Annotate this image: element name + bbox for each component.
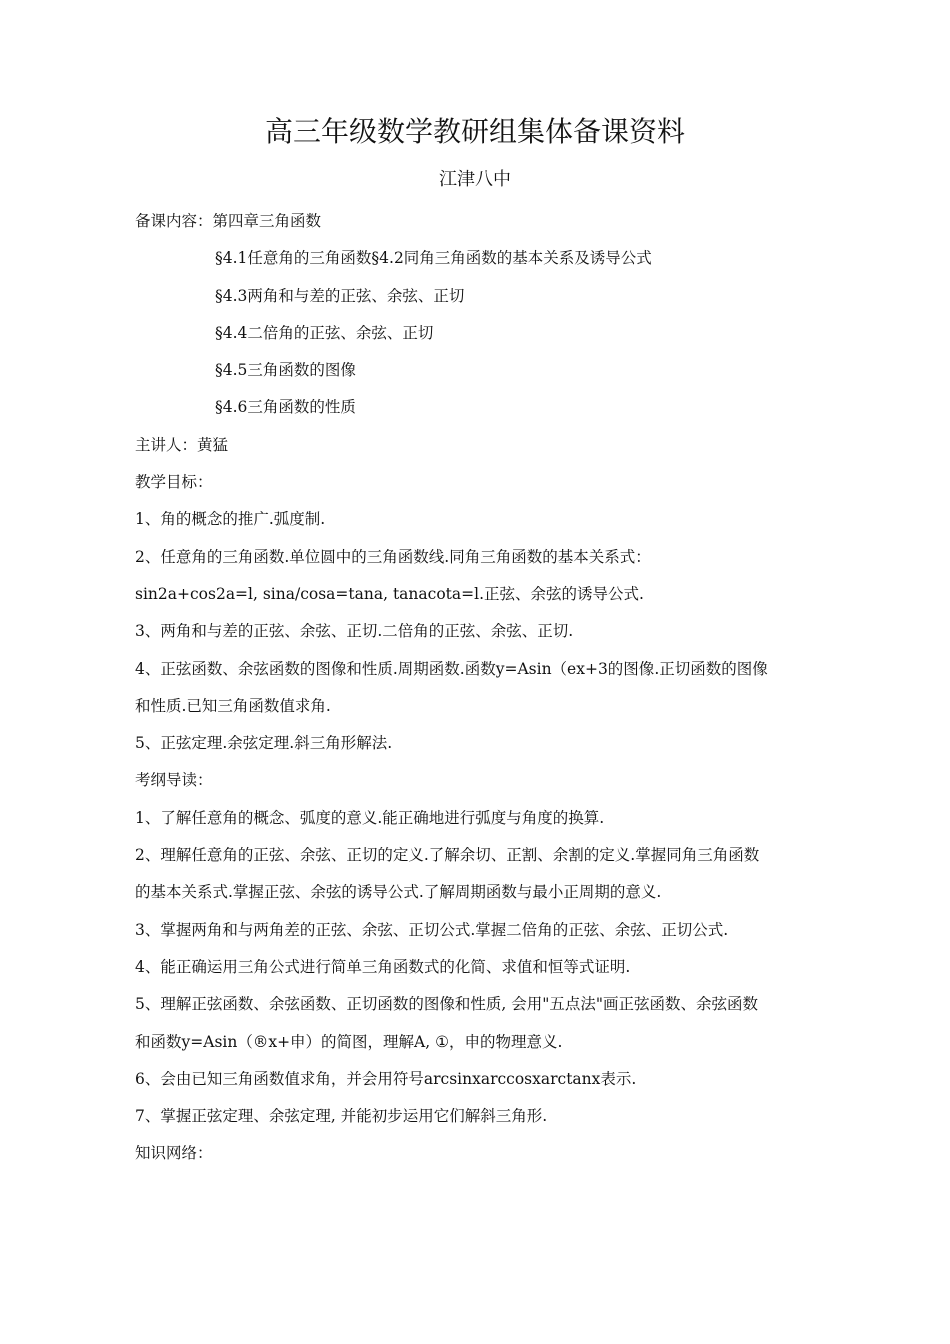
section-item: §4.1任意角的三角函数§4.2同角三角函数的基本关系及诱导公式 <box>215 249 652 268</box>
paragraph-line: 5、正弦定理.余弦定理.斜三角形解法. <box>135 734 393 753</box>
paragraph-line: 4、能正确运用三角公式进行简单三角函数式的化简、求值和恒等式证明. <box>135 957 631 976</box>
paragraph-line: 3、两角和与差的正弦、余弦、正切.二倍角的正弦、余弦、正切. <box>135 622 574 641</box>
lecturer-line: 主讲人：黄猛 <box>135 435 229 454</box>
paragraph-line: 和性质.已知三角函数值求角. <box>135 696 331 715</box>
heading-knowledge-network: 知识网络： <box>135 1144 213 1163</box>
section-label-content: 备课内容：第四章三角函数 <box>135 212 322 230</box>
paragraph-line: 2、任意角的三角函数.单位圆中的三角函数线.同角三角函数的基本关系式： <box>135 547 651 566</box>
paragraph-line: 5、理解正弦函数、余弦函数、正切函数的图像和性质, 会用"五点法"画正弦函数、余弦函数 <box>135 995 758 1014</box>
paragraph-line: 3、掌握两角和与两角差的正弦、余弦、正切公式.掌握二倍角的正弦、余弦、正切公式. <box>135 920 729 939</box>
paragraph-line: 1、角的概念的推广.弧度制. <box>135 510 326 529</box>
paragraph-line: 4、正弦函数、余弦函数的图像和性质.周期函数.函数y=Asin（ex+3的图像.正切函数的图像 <box>135 659 768 678</box>
paragraph-line: 7、掌握正弦定理、余弦定理, 并能初步运用它们解斜三角形. <box>135 1107 548 1126</box>
section-item: §4.3两角和与差的正弦、余弦、正切 <box>215 286 465 305</box>
section-item: §4.4二倍角的正弦、余弦、正切 <box>215 323 434 342</box>
paragraph-line: 2、理解任意角的正弦、余弦、正切的定义.了解余切、正割、余割的定义.掌握同角三角函数 <box>135 846 760 865</box>
document-subtitle: 江津八中 <box>439 169 511 190</box>
document-title: 高三年级数学教研组集体备课资料 <box>264 115 685 148</box>
formula-line: sin2a+cos2a=l, sina/cosa=tana, tanacota=l.正弦、余弦的诱导公式. <box>135 584 644 603</box>
section-item: §4.5三角函数的图像 <box>215 361 356 380</box>
paragraph-line: 6、会由已知三角函数值求角，并会用符号arcsinxarccosxarctanx表示. <box>135 1069 637 1088</box>
section-item: §4.6三角函数的性质 <box>215 398 356 417</box>
paragraph-line: 的基本关系式.掌握正弦、余弦的诱导公式.了解周期函数与最小正周期的意义. <box>135 883 662 902</box>
paragraph-line: 和函数y=Asin（®x+申）的简图，理解A, ①，申的物理意义. <box>135 1032 563 1051</box>
document-body <box>135 203 825 1173</box>
paragraph-line: 1、了解任意角的概念、弧度的意义.能正确地进行弧度与角度的换算. <box>135 808 605 827</box>
heading-syllabus-guide: 考纲导读： <box>135 771 213 790</box>
heading-teaching-goals: 教学目标： <box>135 473 213 492</box>
